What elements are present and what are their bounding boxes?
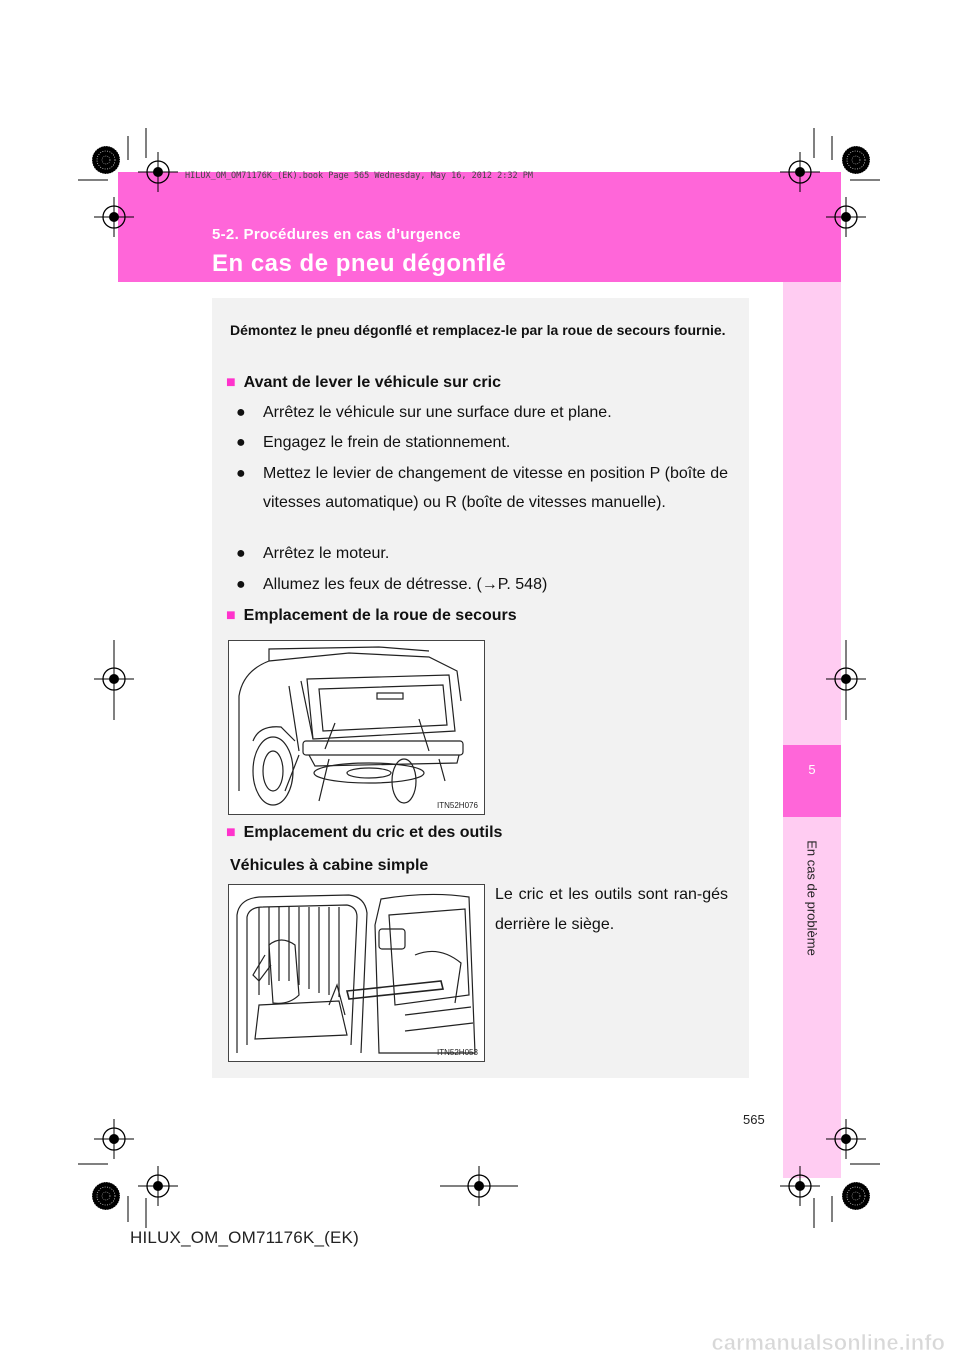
section-heading-text: Emplacement de la roue de secours <box>243 607 517 624</box>
intro-paragraph: Démontez le pneu dégonflé et remplacez-le par la roue de secours fournie. <box>230 322 726 338</box>
registration-cross-icon <box>94 1119 134 1159</box>
section-marker-icon: ■ <box>226 607 236 624</box>
page-title: En cas de pneu dégonflé <box>212 250 507 277</box>
bullet-icon: ● <box>236 465 246 482</box>
jack-location-text: Le cric et les outils sont ran-gés derrière le siège. <box>495 886 728 933</box>
list-item-text: Mettez le levier de changement de vitesse en position P (boîte de vitesses automatique) ou R (boîte de vitesses manuelle). <box>263 465 728 511</box>
bullet-icon: ● <box>236 545 246 562</box>
rosette-icon <box>842 1182 870 1210</box>
chapter-title: En cas de problème <box>804 840 820 956</box>
book-metadata-line: HILUX_OM_OM71176K_(EK).book Page 565 Wednesday, May 16, 2012 2:32 PM <box>185 171 533 181</box>
registration-cross-icon <box>94 197 134 237</box>
bullet-icon: ● <box>236 576 246 593</box>
rosette-icon <box>842 146 870 174</box>
section-label: 5-2. Procédures en cas d’urgence <box>212 226 461 243</box>
rosette-icon <box>92 1182 120 1210</box>
figure-code: ITN52H053 <box>437 1048 478 1057</box>
bullet-icon: ● <box>236 434 246 451</box>
chapter-number: 5 <box>808 762 816 777</box>
vehicle-variant-subtitle: Véhicules à cabine simple <box>230 857 429 874</box>
registration-cross-icon <box>138 152 178 192</box>
bullet-icon: ● <box>236 404 246 421</box>
page-number: 565 <box>743 1112 765 1127</box>
rosette-icon <box>92 146 120 174</box>
registration-cross-icon <box>138 1166 178 1206</box>
list-item-text: Arrêtez le moteur. <box>263 545 390 562</box>
section-heading-text: Avant de lever le véhicule sur cric <box>243 374 501 391</box>
section-marker-icon: ■ <box>226 374 236 391</box>
list-item-text: Arrêtez le véhicule sur une surface dure et plane. <box>263 404 612 421</box>
section-heading-text: Emplacement du cric et des outils <box>243 824 503 841</box>
document-id: HILUX_OM_OM71176K_(EK) <box>130 1228 359 1247</box>
list-item-text: Engagez le frein de stationnement. <box>263 434 511 451</box>
registration-cross-icon <box>826 197 866 237</box>
figure-code: ITN52H076 <box>437 801 478 810</box>
registration-cross-icon <box>826 1119 866 1159</box>
svg-text:carmanualsonline.info: carmanualsonline.info <box>711 1330 945 1355</box>
section-marker-icon: ■ <box>226 824 236 841</box>
list-item-text: Allumez les feux de détresse. (→P. 548) <box>263 576 548 593</box>
